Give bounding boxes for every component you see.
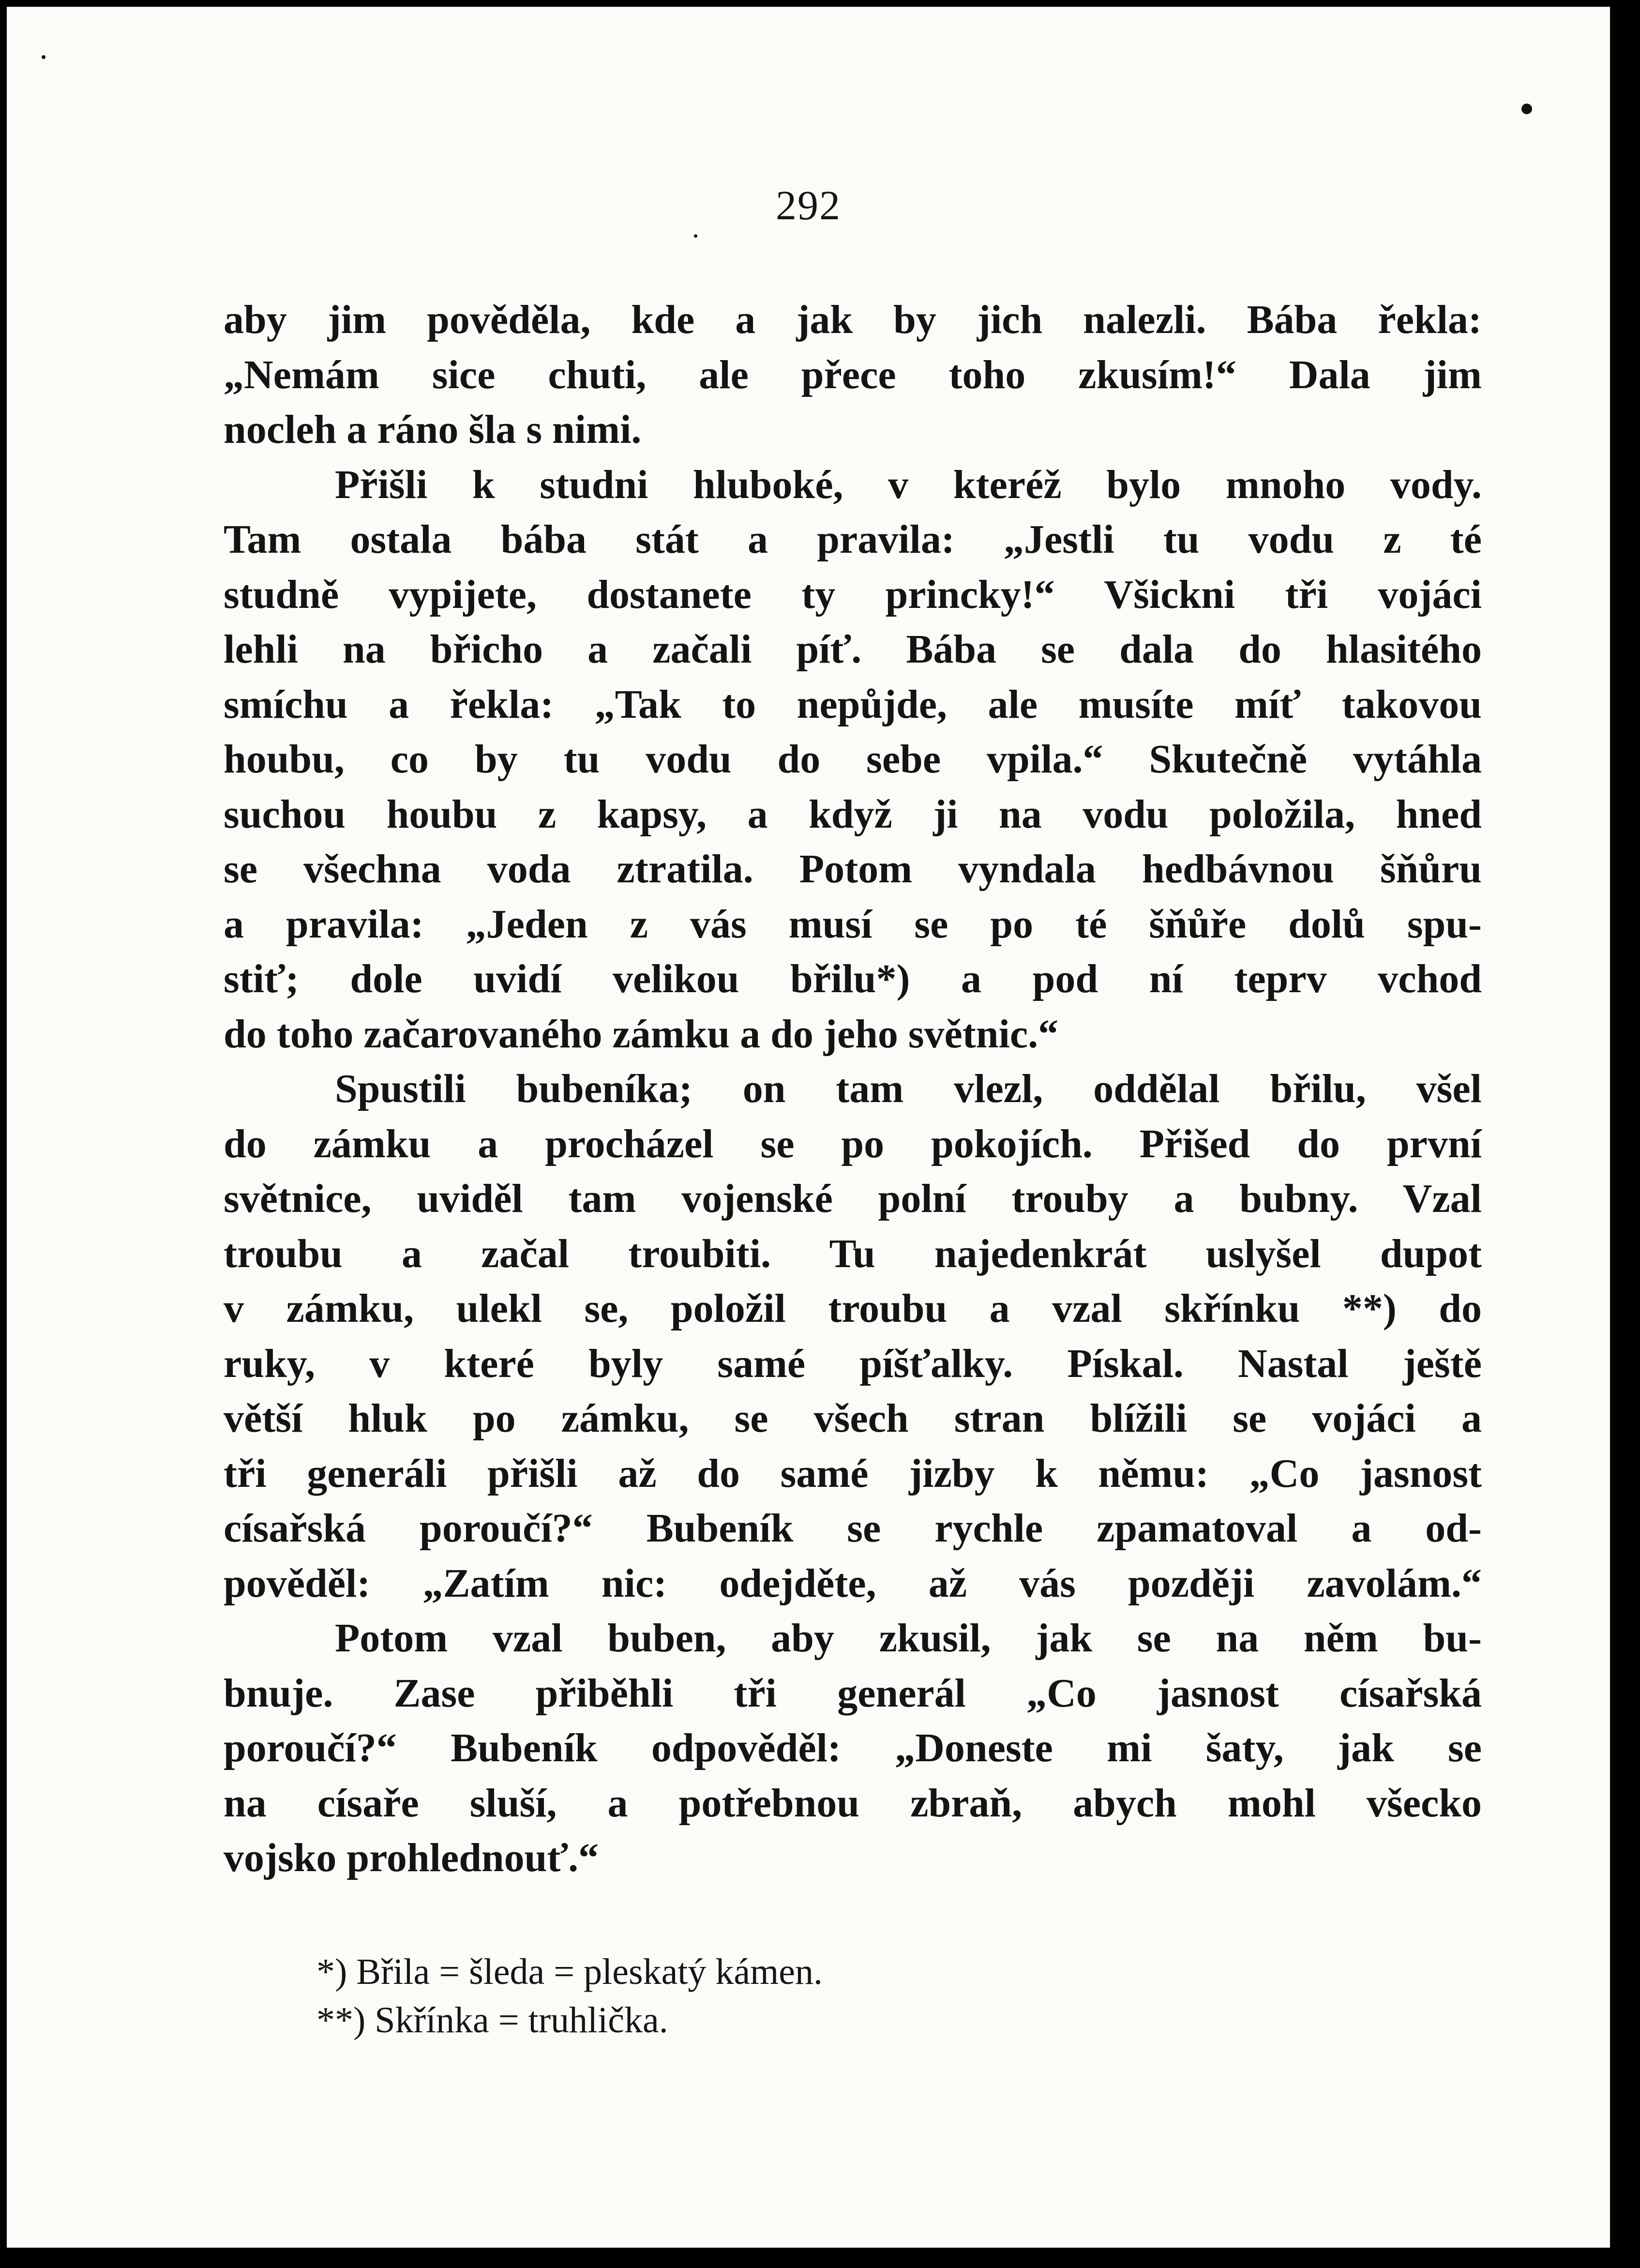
- text-line: Spustili bubeníka; on tam vlezl, oddělal břilu, všel: [335, 1066, 1482, 1111]
- speck-mark: [42, 55, 45, 59]
- text-line: ruky, v které byly samé píšťalky. Pískal. Nastal ještě: [224, 1341, 1482, 1386]
- book-page: [7, 7, 1610, 2248]
- text-line: vojsko prohlednouť.“: [224, 1835, 599, 1880]
- footnote: **) Skřínka = truhlička.: [316, 2000, 668, 2041]
- text-line: se všechna voda ztratila. Potom vyndala hedbávnou šňůru: [224, 847, 1482, 892]
- text-line: císařská poroučí?“ Bubeník se rychle zpamatoval a od-: [224, 1506, 1482, 1551]
- text-line: suchou houbu z kapsy, a když ji na vodu položila, hned: [224, 791, 1482, 837]
- paragraph: [224, 1611, 1482, 1886]
- paragraph: [224, 1061, 1482, 1611]
- text-line: v zámku, ulekl se, položil troubu a vzal skřínku **) do: [224, 1286, 1482, 1331]
- paragraph: [224, 457, 1482, 1062]
- text-line: studně vypijete, dostanete ty princky!“ Všickni tři vojáci: [224, 572, 1482, 617]
- text-line: poroučí?“ Bubeník odpověděl: „Doneste mi šaty, jak se: [224, 1725, 1482, 1770]
- page-number: 292: [776, 182, 841, 228]
- text-line: nocleh a ráno šla s nimi.: [224, 407, 642, 452]
- body-text: [224, 292, 1482, 1886]
- text-line: „Nemám sice chuti, ale přece toho zkusím!“ Dala jim: [224, 352, 1482, 397]
- text-line: do toho začarovaného zámku a do jeho světnic.“: [224, 1011, 1059, 1057]
- text-line: smíchu a řekla: „Tak to nepůjde, ale musíte míť takovou: [224, 681, 1482, 727]
- text-line: lehli na břicho a začali píť. Bába se dala do hlasitého: [224, 627, 1482, 672]
- paragraph: [224, 292, 1482, 457]
- speck-mark: [694, 234, 697, 238]
- text-line: do zámku a procházel se po pokojích. Přišed do první: [224, 1121, 1482, 1166]
- text-line: bnuje. Zase přiběhli tři generál „Co jasnost císařská: [224, 1670, 1482, 1716]
- text-line: tři generáli přišli až do samé jizby k němu: „Co jasnost: [224, 1451, 1482, 1496]
- text-line: na císaře sluší, a potřebnou zbraň, abych mohl všecko: [224, 1780, 1482, 1826]
- footnote: *) Břila = šleda = pleskatý kámen.: [316, 1951, 823, 1992]
- text-line: Potom vzal buben, aby zkusil, jak se na něm bu-: [335, 1616, 1482, 1661]
- footnotes: [316, 1948, 1429, 2044]
- text-line: světnice, uviděl tam vojenské polní trouby a bubny. Vzal: [224, 1176, 1482, 1221]
- text-line: pověděl: „Zatím nic: odejděte, až vás později zavolám.“: [224, 1560, 1482, 1606]
- speck-mark: [1521, 104, 1532, 114]
- text-line: a pravila: „Jeden z vás musí se po té šňůře dolů spu-: [224, 901, 1482, 947]
- text-line: Tam ostala bába stát a pravila: „Jestli tu vodu z té: [224, 517, 1482, 562]
- text-line: větší hluk po zámku, se všech stran blížili se vojáci a: [224, 1396, 1482, 1441]
- text-line: stiť; dole uvidí velikou břilu*) a pod ní teprv vchod: [224, 956, 1482, 1001]
- text-line: houbu, co by tu vodu do sebe vpila.“ Skutečně vytáhla: [224, 737, 1482, 782]
- text-line: aby jim pověděla, kde a jak by jich nalezli. Bába řekla:: [224, 297, 1482, 342]
- text-line: Přišli k studni hluboké, v kteréž bylo mnoho vody.: [335, 462, 1482, 507]
- text-line: troubu a začal troubiti. Tu najedenkrát uslyšel dupot: [224, 1231, 1482, 1276]
